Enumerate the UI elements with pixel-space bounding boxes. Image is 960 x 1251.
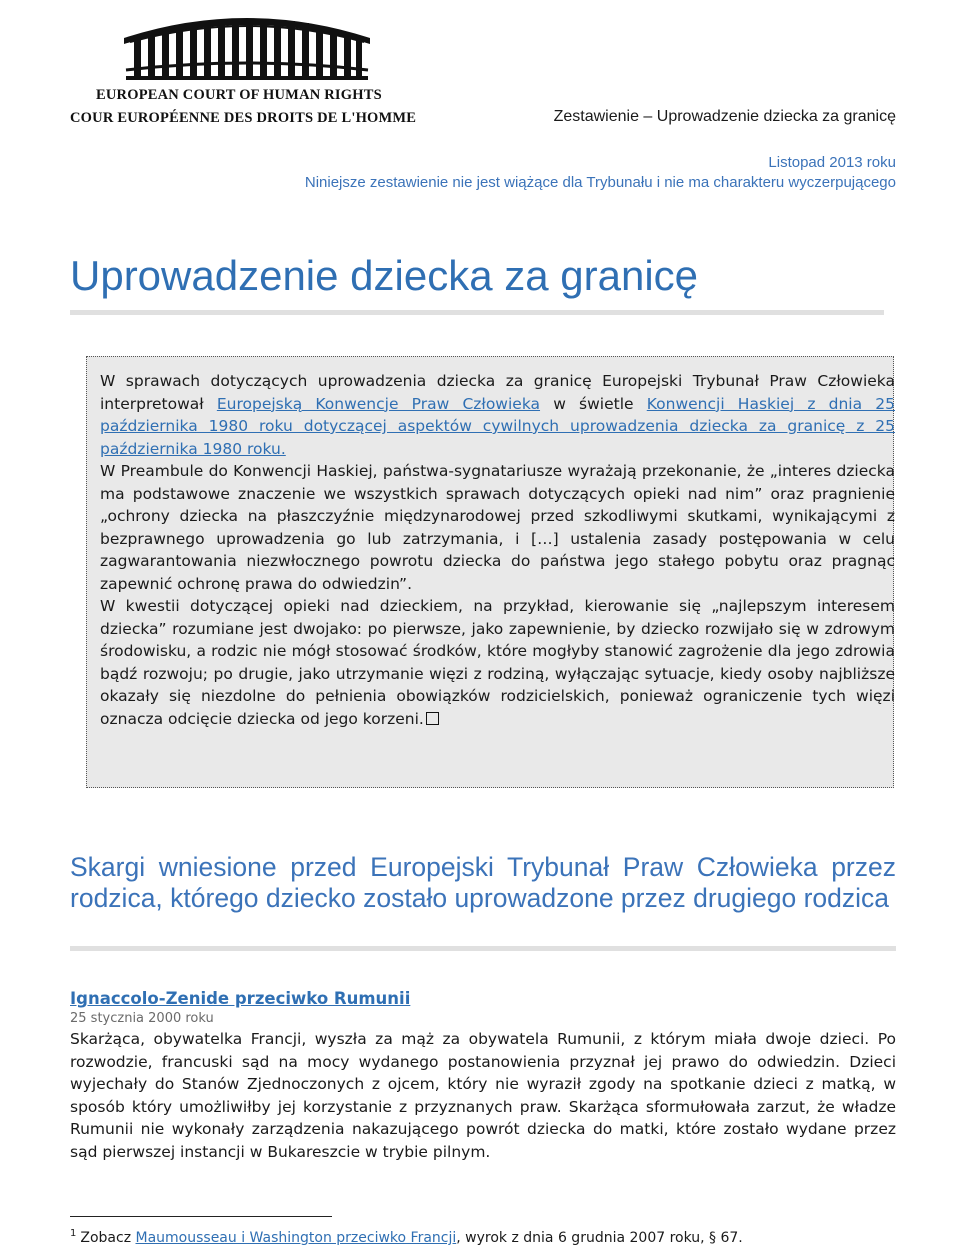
summary-p1-text-b: w świetle	[540, 394, 647, 413]
court-building-logo-icon	[112, 4, 382, 84]
hague-convention-link[interactable]: Konwencji Haskiej z dnia 25 października 1980 roku dotyczącej aspektów cywilnych uprowadzenia dziecka za granicę z 25 października 1980 roku.	[100, 394, 895, 458]
court-logo	[70, 4, 420, 128]
footnote	[70, 1224, 896, 1248]
court-name-fr: COUR EUROPÉENNE DES DROITS DE L'HOMME	[70, 110, 417, 126]
summary-p3-text: W kwestii dotyczącej opieki nad dzieckiem, na przykład, kierowanie się „najlepszym interesem dziecka” rozumiane jest dwojako: po pierwsze, jako zapewnienie, by dziecko rozwijało się w zdrowym środowisku, a rodzic nie mógł stosować środków, które mogłyby stanowić zagrożenie dla jego zdrowia bądź rozwoju; po drugie, jako utrzymanie więzi z rodziną, wyłączając sytuacje, kiedy osoby najbliższe okazały się niezdolne do pełnienia obowiązków rodzicielskich, ponieważ ograniczenie tych więzi oznacza odcięcie dziecka od jego korzeni.	[100, 597, 895, 728]
section-heading: Skargi wniesione przed Europejski Trybunał Praw Człowieka przez rodzica, którego dziecko zostało uprowadzone przez drugiego rodzica	[70, 852, 896, 913]
summary-paragraph-2: W Preambule do Konwencji Haskiej, państwa-sygnatariusze wyrażają przekonanie, że „interes dziecka ma podstawowe znaczenie we wszystkich sprawach dotyczących opieki nad nim” oraz pragnienie „ochrony dziecka na płaszczyźnie międzynarodowej przed szkodliwymi skutkami, wynikającymi z bezprawnego uprowadzenia go lub zatrzymania, i […] ustalenia zasady postępowania w celu zagwarantowania niezwłocznego powrotu dziecka do państwa jego stałego pobytu oraz pragnąc zapewnić ochronę prawa do odwiedzin”.	[100, 462, 895, 593]
case-title-link[interactable]: Ignaccolo-Zenide przeciwko Rumunii	[70, 989, 411, 1008]
disclaimer: Niniejsze zestawienie nie jest wiążące dla Trybunału i nie ma charakteru wyczerpującego	[304, 174, 896, 191]
square-icon	[426, 712, 439, 725]
summary-text	[100, 370, 895, 730]
footnote-divider	[70, 1216, 332, 1217]
court-name-en: EUROPEAN COURT OF HUMAN RIGHTS	[96, 87, 382, 103]
case-entry	[70, 988, 896, 1163]
footnote-suffix: , wyrok z dnia 6 grudnia 2007 roku, § 67.	[456, 1230, 743, 1246]
footnote-number: 1	[70, 1228, 77, 1239]
case-date: 25 stycznia 2000 roku	[70, 1011, 214, 1026]
footnote-prefix: Zobacz	[80, 1230, 136, 1246]
summary-paragraph-1	[100, 370, 895, 460]
title-divider	[70, 310, 884, 315]
footnote-case-link[interactable]: Maumousseau i Washington przeciwko Francji	[135, 1230, 457, 1246]
case-description: Skarżąca, obywatelka Francji, wyszła za mąż za obywatela Rumunii, z którym miała dwoje dzieci. Po rozwodzie, francuski sąd na mocy wydanego postanowienia przyznał jej prawo do odwiedzin. Dzieci wyjechały do Stanów Zjednoczonych z ojcem, który nie wyraził zgody na spotkanie dzieci z matką, w sposób który umożliwiłby jej korzystanie z przyznanych praw. Skarżąca sformułowała zarzut, że władze Rumunii nie wykonały zarządzenia nakazującego powrót dziecka do matki, które zostało wydane przez sąd pierwszej instancji w Bukareszcie w trybie pilnym.	[70, 1030, 896, 1161]
summary-p1-text-a: W sprawach dotyczących uprowadzenia dziecka za granicę Europejski Trybunał Praw Człowieka interpretował	[100, 372, 895, 413]
page-title: Uprowadzenie dziecka za granicę	[70, 252, 699, 299]
section-divider	[70, 946, 896, 951]
document-series-title: Zestawienie – Uprowadzenie dziecka za granicę	[553, 108, 896, 125]
summary-paragraph-3	[100, 595, 895, 730]
echr-convention-link[interactable]: Europejską Konwencje Praw Człowieka	[216, 394, 541, 413]
publication-date: Listopad 2013 roku	[768, 154, 896, 171]
